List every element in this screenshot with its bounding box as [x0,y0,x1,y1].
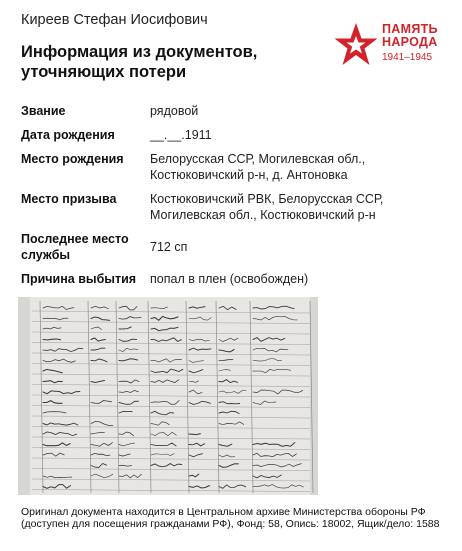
field-label: Причина выбытия [21,272,137,286]
field-label: Место призыва [21,192,117,206]
info-fields [21,103,441,295]
field-row-rank [21,103,441,119]
field-value: __.__.1911 [150,128,212,142]
field-row-conscription [21,191,441,223]
field-row-reason [21,271,441,287]
field-label: Звание [21,104,66,118]
page-title-line1: Информация из документов, [21,43,258,61]
field-label: Последнее место службы [21,232,129,262]
archive-caption: Оригинал документа находится в Центральном архиве Министерства обороны РФ (доступен для посещения гражданами РФ), Фонд: 58, Опись: 18002, Ящик/дело: 1588 [21,506,440,530]
logo-line1: ПАМЯТЬ [382,22,438,36]
field-label: Место рождения [21,152,124,166]
field-row-last-service [21,231,441,263]
field-row-birthplace [21,151,441,183]
logo-years: 1941–1945 [382,52,433,63]
field-value: Костюковичский РВК, Белорусская ССР, Могилевская обл., Костюковичский р-н [150,192,384,222]
field-value: рядовой [150,104,199,118]
document-scan-graphic [18,297,318,495]
star-icon [334,22,378,68]
field-value: Белорусская ССР, Могилевская обл., Костюковичский р-н, д. Антоновка [150,152,366,182]
document-scan-image[interactable] [18,297,318,495]
page-title [21,42,257,82]
field-value: попал в плен (освобожден) [150,272,309,286]
field-row-birthdate [21,127,441,143]
field-label: Дата рождения [21,128,115,142]
logo-text [382,23,438,49]
page-title-line2: уточняющих потери [21,63,187,81]
pamyat-naroda-logo[interactable] [334,22,454,70]
person-name: Киреев Стефан Иосифович [21,12,208,28]
field-value: 712 сп [150,240,188,254]
logo-line2: НАРОДА [382,35,438,49]
